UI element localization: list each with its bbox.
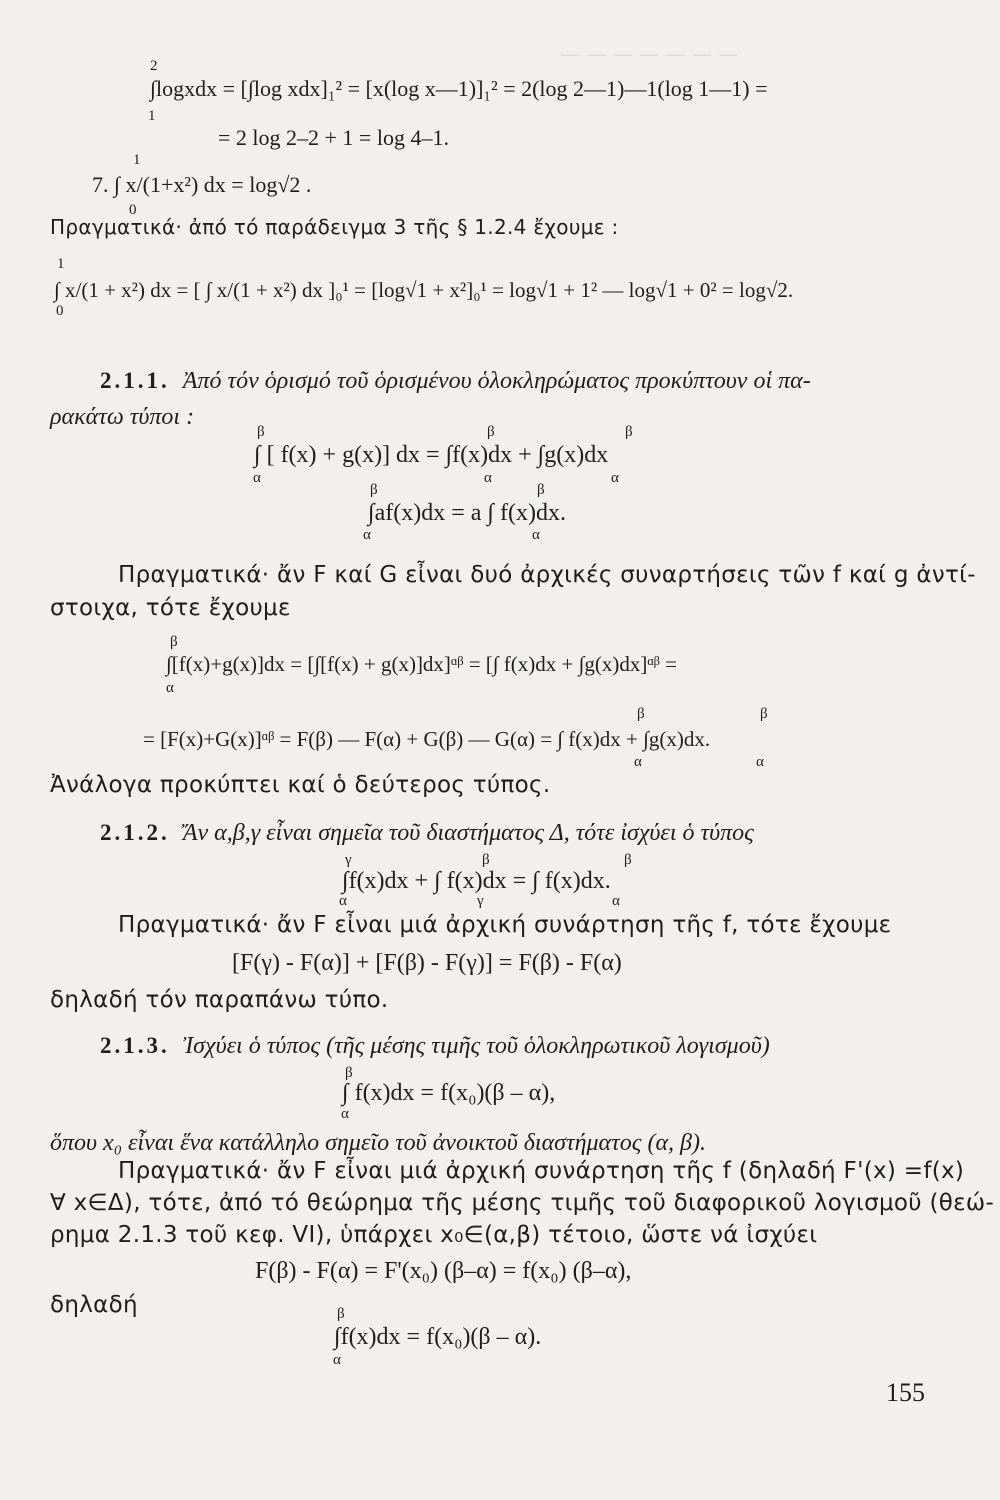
section-text: ρακάτω τύποι : [50, 404, 195, 430]
equation-line: = 2 log 2–2 + 1 = log 4–1. [218, 125, 449, 150]
text-line: ∀ x∈Δ), τότε, ἀπό τό θεώρημα τῆς μέσης τιμῆς τοῦ διαφορικοῦ λογισμοῦ (θεώ- [50, 1190, 995, 1216]
text-line: δηλαδή τόν παραπάνω τύπο. [50, 987, 389, 1013]
section-2-1-1-heading [100, 368, 811, 395]
limit-lower: α [532, 527, 540, 543]
text-line: Πραγματικά· ἀπό τό παράδειγμα 3 τῆς § 1.2.4 ἔχουμε : [50, 215, 619, 239]
limit-upper: β [337, 1306, 345, 1322]
text-line: Πραγματικά· ἄν F καί G εἶναι δυό ἀρχικές συναρτήσεις τῶν f καί g ἀντί- [118, 562, 976, 588]
limit-lower: 0 [56, 303, 64, 319]
text-line: Πραγματικά· ἄν F εἶναι μιά ἀρχική συνάρτηση τῆς f (δηλαδή F'(x) =f(x) [118, 1158, 965, 1184]
example-7-equation: 7. ∫ x/(1+x²) dx = log√2 . [92, 172, 312, 197]
section-text: ὅπου x₀ εἶναι ἕνα κατάλληλο σημεῖο τοῦ ἀνοικτοῦ διαστήματος (α, β). [50, 1130, 707, 1156]
bleed-through: — — — — — — — [560, 42, 739, 66]
formula-sum: ∫ [ f(x) + g(x)] dx = ∫f(x)dx + ∫g(x)dx [254, 442, 609, 468]
limit-lower: α [341, 1106, 349, 1122]
limit-lower: 0 [129, 202, 137, 218]
text-line: Πραγματικά· ἄν F εἶναι μιά ἀρχική συνάρτηση τῆς f, τότε ἔχουμε [118, 912, 892, 938]
section-2-1-3-heading [100, 1033, 770, 1060]
limit-lower: 1 [148, 108, 156, 124]
limit-lower: α [484, 470, 492, 486]
section-2-1-2-heading [100, 820, 754, 847]
limit-upper: β [537, 482, 545, 498]
limit-lower: α [363, 527, 371, 543]
limit-upper: β [625, 424, 633, 440]
equation-line: ∫logxdx = [∫log xdx]₁² = [x(log x—1)]₁² = 2(log 2—1)—1(log 1—1) = [150, 76, 768, 101]
proof-equation: [F(γ) - F(α)] + [F(β) - F(γ)] = F(β) - F(α) [232, 950, 622, 976]
limit-lower: α [612, 893, 620, 909]
limit-upper: β [482, 852, 490, 868]
formula-mean-value: ∫ f(x)dx = f(x₀)(β – α), [342, 1080, 556, 1106]
section-number: 2.1.3. [100, 1033, 170, 1058]
text-line: δηλαδή [50, 1292, 138, 1318]
limit-upper: 1 [57, 256, 65, 272]
equation-line: ∫ x/(1 + x²) dx = [ ∫ x/(1 + x²) dx ]₀¹ = [log√1 + x²]₀¹ = log√1 + 1² — log√1 + 0² = log√2. [54, 278, 794, 302]
formula-mean-value-result: ∫f(x)dx = f(x₀)(β – α). [334, 1324, 542, 1350]
limit-upper: β [345, 1065, 353, 1081]
section-text: Ἄν α,β,γ εἶναι σημεῖα τοῦ διαστήματος Δ, τότε ἰσχύει ὁ τύπος [182, 820, 754, 846]
proof-equation: ∫[f(x)+g(x)]dx = [∫[f(x) + g(x)]dx]ᵅᵝ = [∫ f(x)dx + ∫g(x)dx]ᵅᵝ = [166, 652, 677, 676]
limit-lower: γ [477, 893, 484, 909]
section-text: Ἀπό τόν ὁρισμό τοῦ ὁρισμένου ὁλοκληρώματος προκύπτουν οἱ πα- [182, 368, 811, 394]
limit-upper: β [370, 482, 378, 498]
text-line: ρημα 2.1.3 τοῦ κεφ. VI), ὑπάρχει x₀∈(α,β) τέτοιο, ὥστε νά ἰσχύει [50, 1222, 818, 1248]
proof-equation: F(β) - F(α) = F'(x₀) (β–α) = f(x₀) (β–α), [255, 1258, 632, 1284]
limit-lower: α [634, 754, 642, 770]
limit-lower: α [253, 470, 261, 486]
section-text: Ἰσχύει ὁ τύπος (τῆς μέσης τιμῆς τοῦ ὁλοκληρωτικοῦ λογισμοῦ) [182, 1033, 770, 1059]
limit-lower: α [333, 1352, 341, 1368]
limit-upper: β [487, 424, 495, 440]
limit-upper: 1 [133, 152, 141, 168]
limit-upper: γ [345, 852, 352, 868]
limit-lower: α [166, 680, 174, 696]
text-line: στοιχα, τότε ἔχουμε [50, 595, 291, 621]
limit-upper: 2 [150, 58, 158, 74]
limit-upper: β [637, 706, 645, 722]
limit-upper: β [760, 706, 768, 722]
proof-equation: = [F(x)+G(x)]ᵅᵝ = F(β) — F(α) + G(β) — G(α) = ∫ f(x)dx + ∫g(x)dx. [143, 727, 711, 751]
section-number: 2.1.2. [100, 820, 170, 845]
limit-upper: β [170, 634, 178, 650]
limit-upper: β [624, 852, 632, 868]
limit-lower: α [611, 470, 619, 486]
text-line: Ἀνάλογα προκύπτει καί ὁ δεύτερος τύπος. [50, 772, 551, 798]
limit-lower: α [339, 893, 347, 909]
page-number: 155 [886, 1378, 925, 1407]
section-number: 2.1.1. [100, 368, 170, 393]
limit-lower: α [756, 754, 764, 770]
formula-scalar: ∫af(x)dx = a ∫ f(x)dx. [368, 500, 566, 526]
formula-additivity: ∫f(x)dx + ∫ f(x)dx = ∫ f(x)dx. [342, 868, 611, 894]
limit-upper: β [257, 424, 265, 440]
